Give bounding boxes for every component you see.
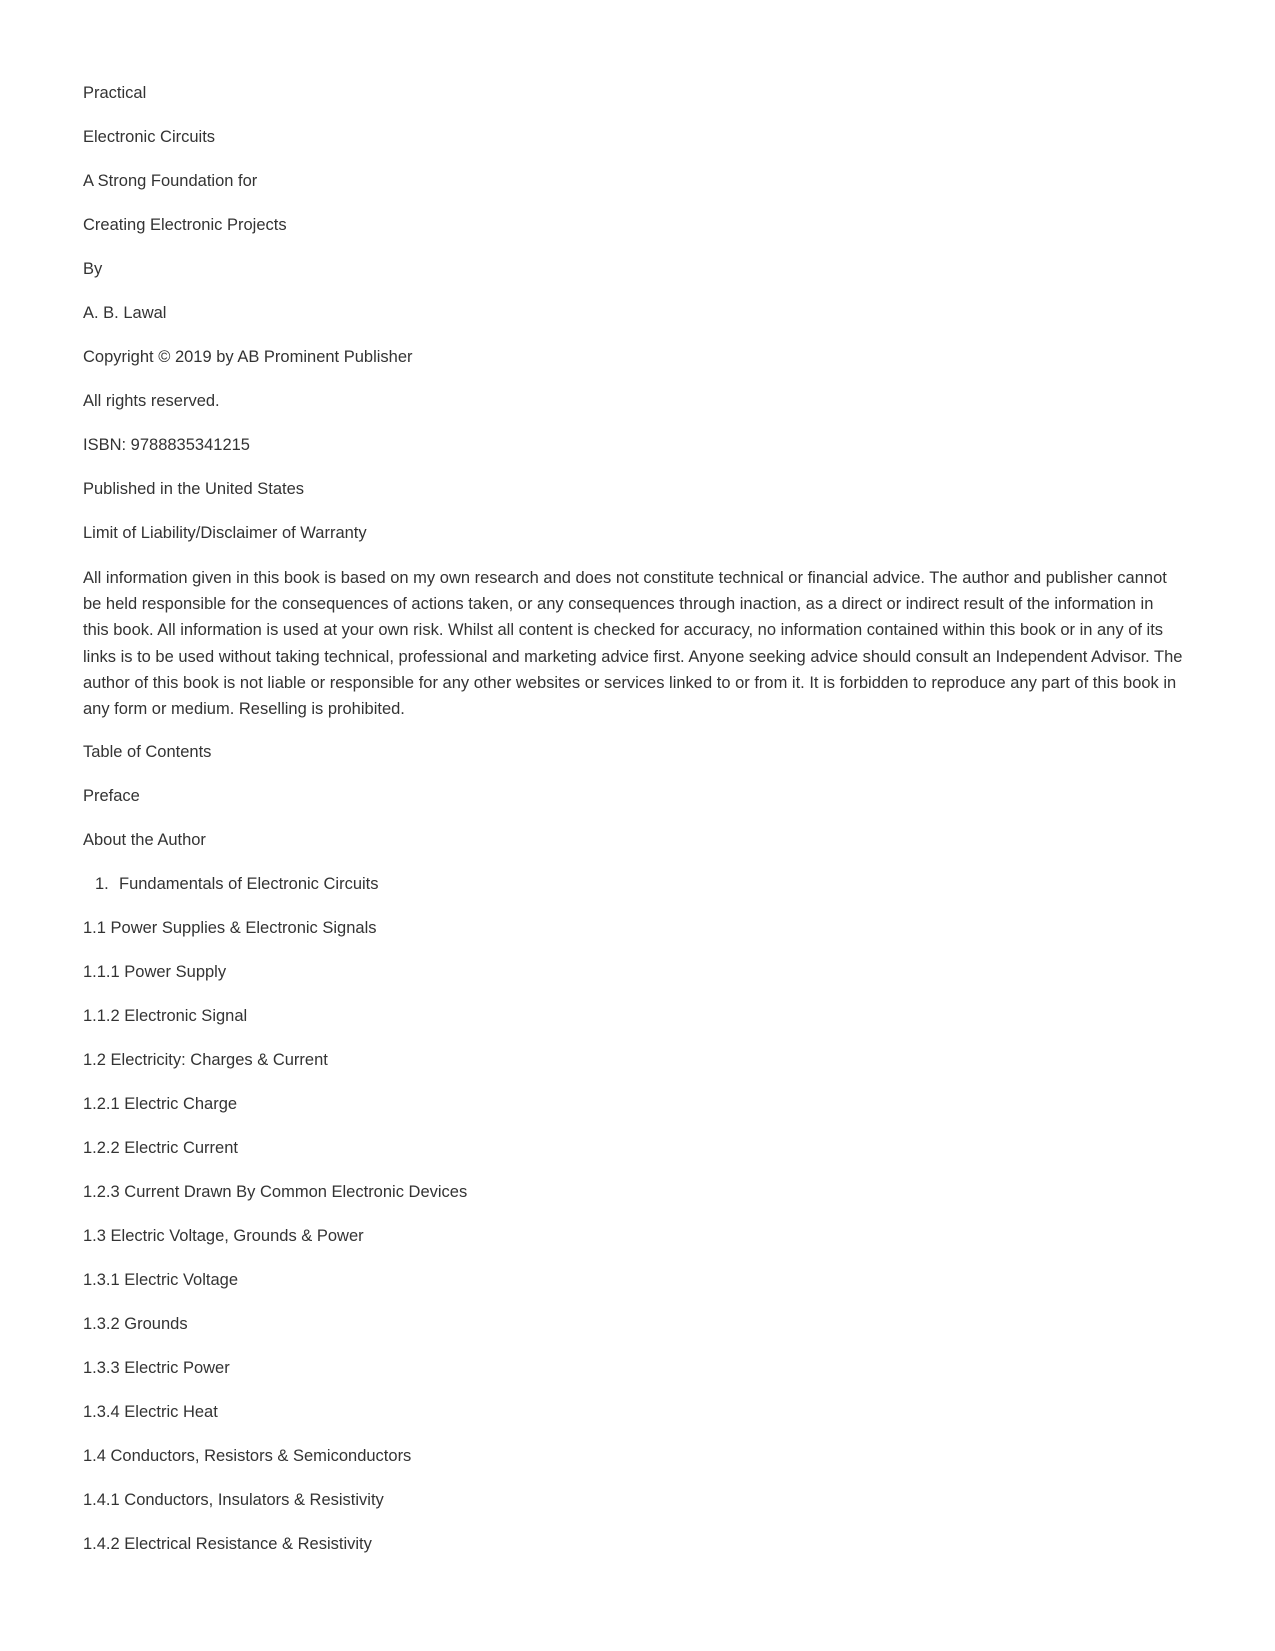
document-page [83,81,1183,1576]
author-name: A. B. Lawal [83,304,167,322]
published-location: Published in the United States [83,480,305,498]
toc-entry-list [83,916,1183,1556]
isbn: ISBN: 9788835341215 [83,436,250,454]
toc-entry: 1.3.2 Grounds [83,1315,188,1334]
toc-entry: 1.1 Power Supplies & Electronic Signals [83,919,377,938]
subtitle-line-1: A Strong Foundation for [83,172,258,190]
toc-entry: 1.2.2 Electric Current [83,1139,238,1158]
toc-entry: 1.2 Electricity: Charges & Current [83,1051,328,1070]
copyright-notice: Copyright © 2019 by AB Prominent Publisher [83,348,413,366]
chapter-number: 1. [95,875,109,894]
toc-entry: 1.3 Electric Voltage, Grounds & Power [83,1227,364,1246]
toc-entry: 1.4.1 Conductors, Insulators & Resistivity [83,1491,384,1510]
toc-entry: 1.1.1 Power Supply [83,963,227,982]
disclaimer-paragraph: All information given in this book is based on my own research and does not constitute technical or financial advice. The author and publisher cannot be held responsible for the consequences of actions taken, or any consequences through inaction, as a direct or indirect result of the information in this book. All information is used at your own risk. Whilst all content is checked for accuracy, no information contained within this book or in any of its links is to be used without taking technical, professional and marketing advice first. Anyone seeking advice should consult an Independent Advisor. The author of this book is not liable or responsible for any other websites or services linked to or from it. It is forbidden to reproduce any part of this book in any form or medium. Reselling is prohibited. [83,569,1183,719]
toc-entry: 1.2.3 Current Drawn By Common Electronic Devices [83,1183,468,1202]
subtitle-line-2: Creating Electronic Projects [83,216,287,234]
chapter-title: Fundamentals of Electronic Circuits [119,875,379,894]
toc-entry: 1.3.3 Electric Power [83,1359,230,1378]
by-label: By [83,260,103,278]
title-line-1: Practical [83,84,147,102]
toc-entry-about-author: About the Author [83,831,206,850]
toc-entry: 1.1.2 Electronic Signal [83,1007,248,1026]
disclaimer-heading: Limit of Liability/Disclaimer of Warranty [83,524,367,542]
title-line-2: Electronic Circuits [83,128,216,146]
toc-entry: 1.4 Conductors, Resistors & Semiconductors [83,1447,412,1466]
toc-entry: 1.3.1 Electric Voltage [83,1271,239,1290]
toc-entry: 1.2.1 Electric Charge [83,1095,238,1114]
rights-notice: All rights reserved. [83,392,220,410]
toc-heading: Table of Contents [83,743,212,762]
toc-entry-preface: Preface [83,787,140,806]
toc-entry: 1.4.2 Electrical Resistance & Resistivity [83,1535,372,1554]
toc-chapter-1 [83,872,1183,896]
toc-entry: 1.3.4 Electric Heat [83,1403,218,1422]
